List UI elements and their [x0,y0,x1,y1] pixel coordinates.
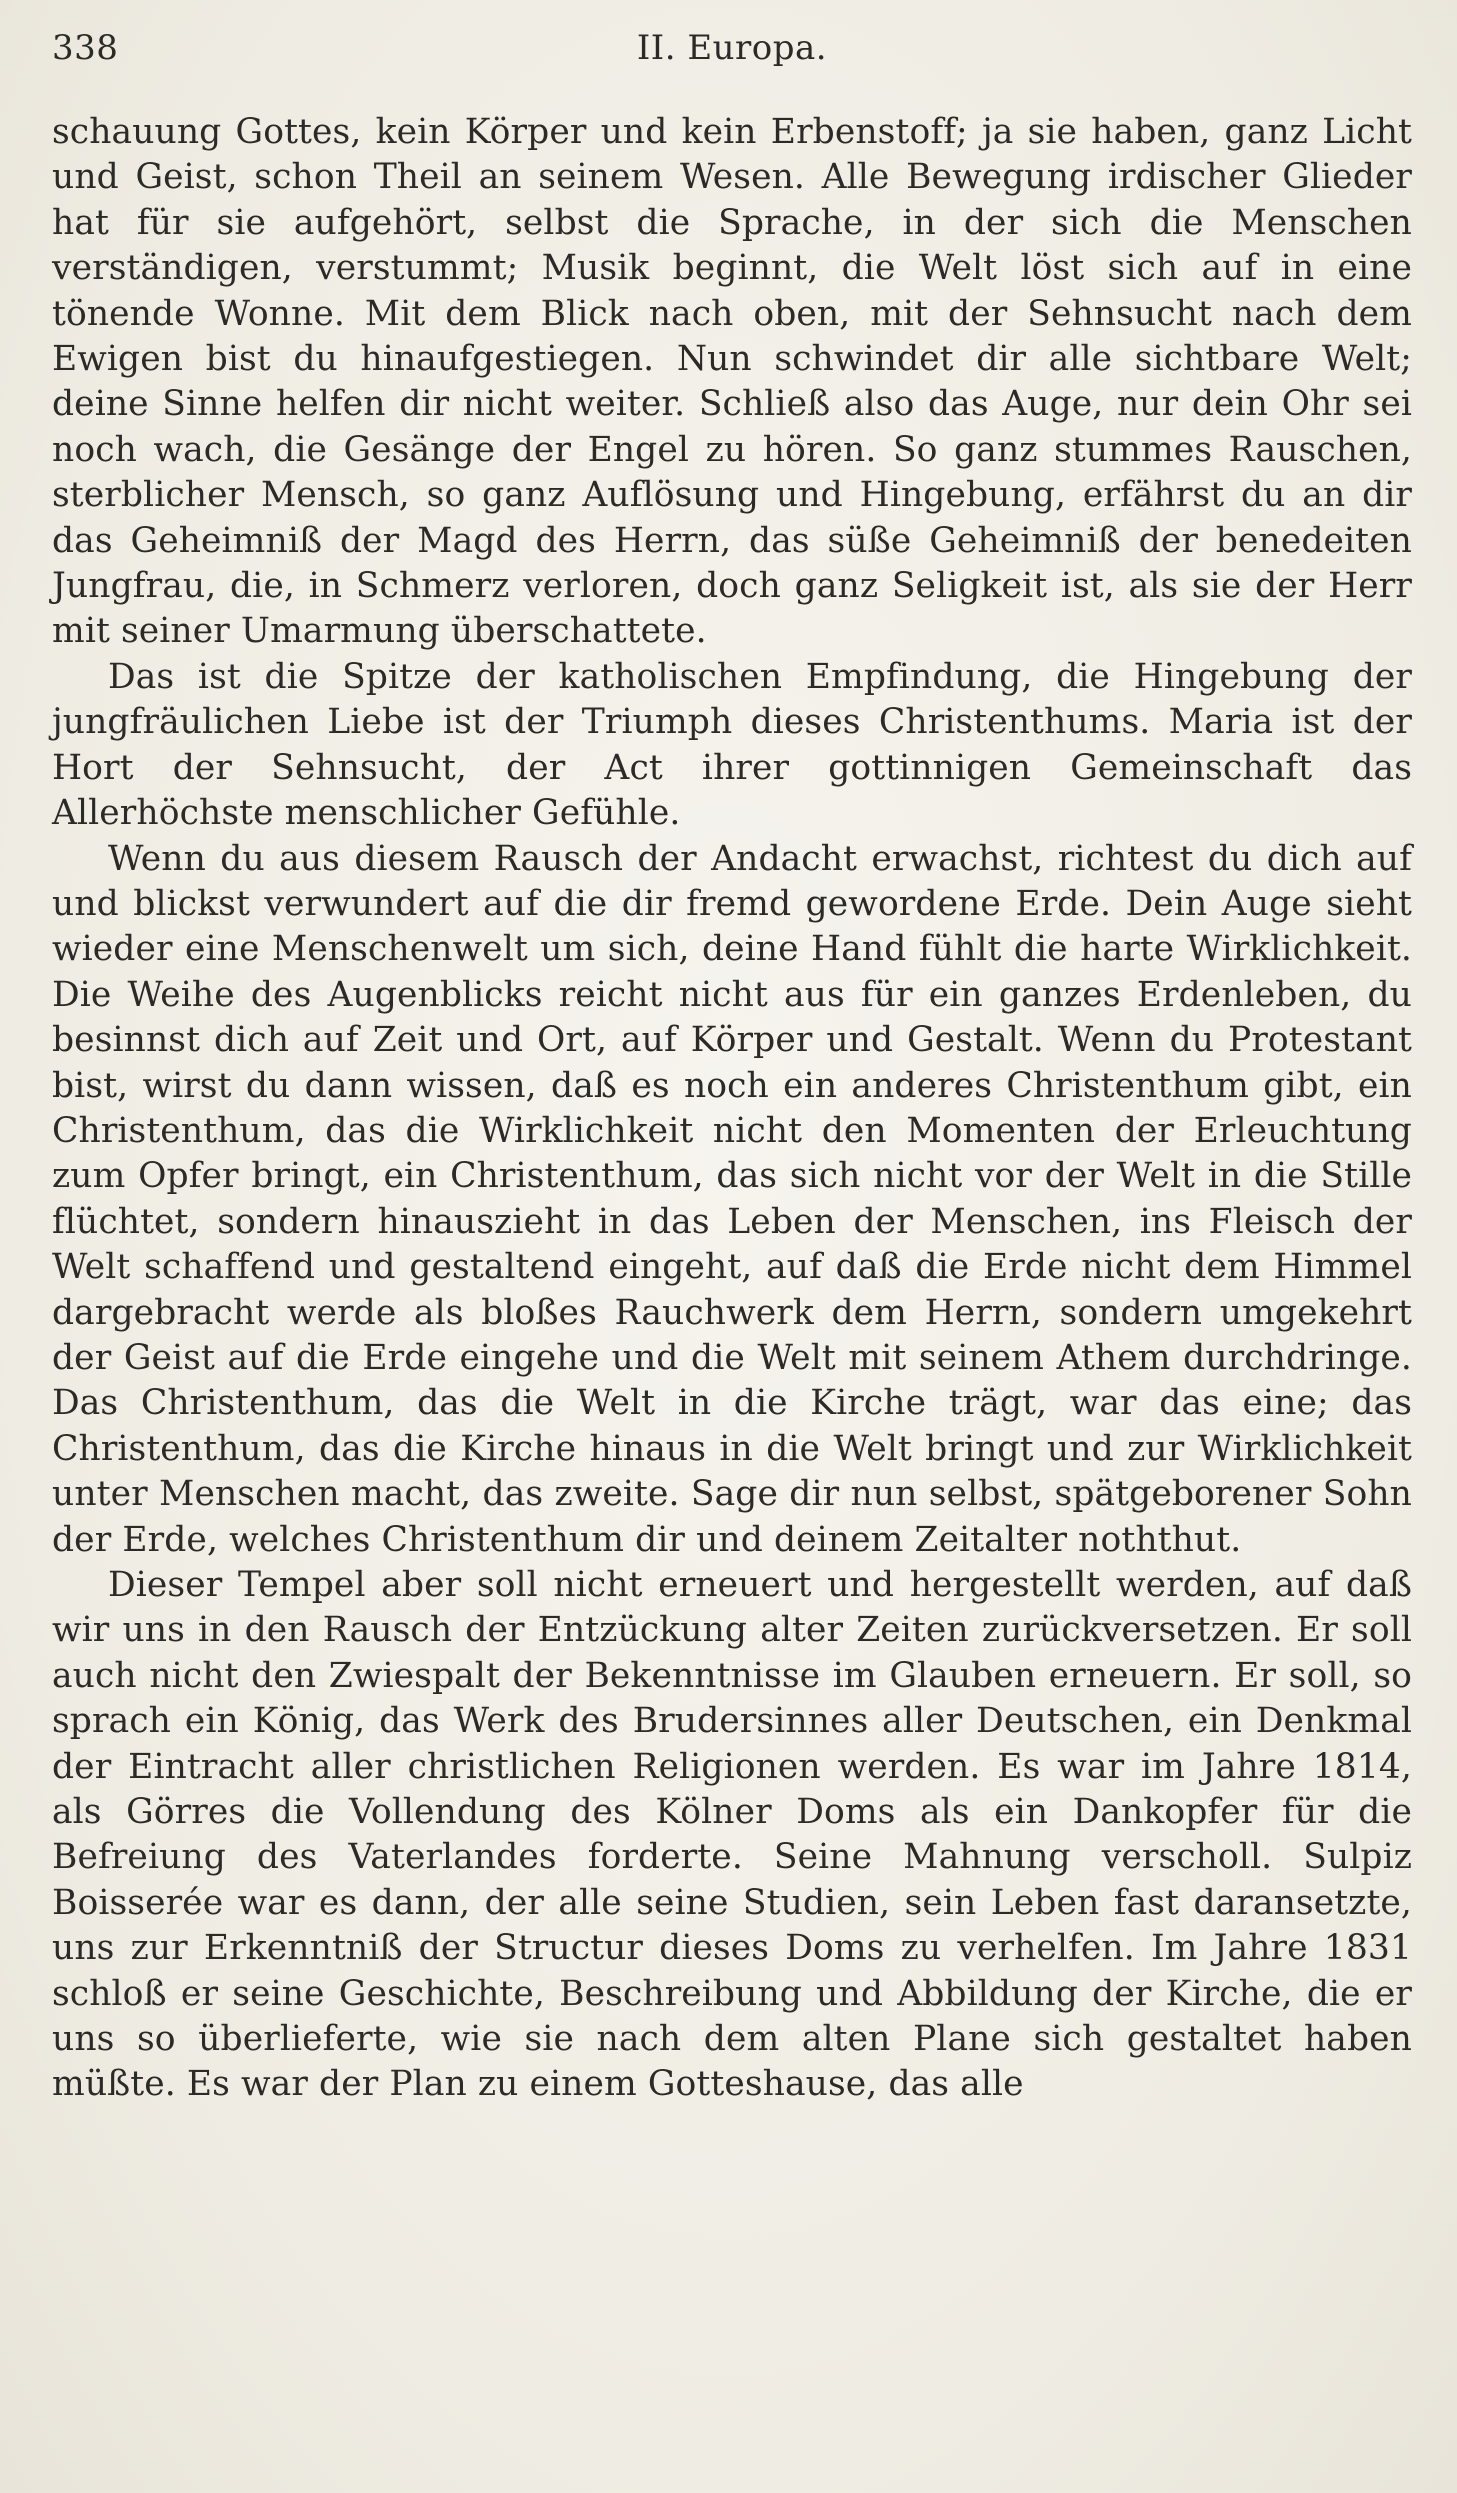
paragraph-3: Wenn du aus diesem Rausch der Andacht erwachst, richtest du dich auf und blickst verwundert auf die dir fremd gewordene Erde. Dein Auge sieht wieder eine Menschenwelt um sich, deine Hand fühlt die harte Wirklichkeit. Die Weihe des Augenblicks reicht nicht aus für ein ganzes Erdenleben, du besinnst dich auf Zeit und Ort, auf Körper und Gestalt. Wenn du Protestant bist, wirst du dann wissen, daß es noch ein anderes Christenthum gibt, ein Christenthum, das die Wirklichkeit nicht den Momenten der Erleuchtung zum Opfer bringt, ein Christenthum, das sich nicht vor der Welt in die Stille flüchtet, sondern hinauszieht in das Leben der Menschen, ins Fleisch der Welt schaffend und gestaltend eingeht, auf daß die Erde nicht dem Himmel dargebracht werde als bloßes Rauchwerk dem Herrn, sondern umgekehrt der Geist auf die Erde eingehe und die Welt mit seinem Athem durchdringe. Das Christenthum, das die Welt in die Kirche trägt, war das eine; das Christenthum, das die Kirche hinaus in die Welt bringt und zur Wirklichkeit unter Menschen macht, das zweite. Sage dir nun selbst, spätgeborener Sohn der Erde, welches Christenthum dir und deinem Zeitalter noththut. [52,838,1412,1560]
body-text [52,110,1412,2108]
running-head: II. Europa. [636,28,828,68]
paragraph-1: schauung Gottes, kein Körper und kein Erbenstoff; ja sie haben, ganz Licht und Geist, schon Theil an seinem Wesen. Alle Bewegung irdischer Glieder hat für sie aufgehört, selbst die Sprache, in der sich die Menschen verständigen, verstummt; Musik beginnt, die Welt löst sich auf in eine tönende Wonne. Mit dem Blick nach oben, mit der Sehnsucht nach dem Ewigen bist du hinaufgestiegen. Nun schwindet dir alle sichtbare Welt; deine Sinne helfen dir nicht weiter. Schließ also das Auge, nur dein Ohr sei noch wach, die Gesänge der Engel zu hören. So ganz stummes Rauschen, sterblicher Mensch, so ganz Auflösung und Hingebung, erfährst du an dir das Geheimniß der Magd des Herrn, das süße Geheimniß der benedeiten Jungfrau, die, in Schmerz verloren, doch ganz Seligkeit ist, als sie der Herr mit seiner Umarmung überschattete. [52,112,1412,652]
page-header [52,28,1412,68]
paragraph-4: Dieser Tempel aber soll nicht erneuert und hergestellt werden, auf daß wir uns in den Rausch der Entzückung alter Zeiten zurückversetzen. Er soll auch nicht den Zwiespalt der Bekenntnisse im Glauben erneuern. Er soll, so sprach ein König, das Werk des Brudersinnes aller Deutschen, ein Denkmal der Eintracht aller christlichen Religionen werden. Es war im Jahre 1814, als Görres die Vollendung des Kölner Doms als ein Dankopfer für die Befreiung des Vaterlandes forderte. Seine Mahnung verscholl. Sulpiz Boisserée war es dann, der alle seine Studien, sein Leben fast daransetzte, uns zur Erkenntniß der Structur dieses Doms zu verhelfen. Im Jahre 1831 schloß er seine Geschichte, Beschreibung und Abbildung der Kirche, die er uns so überlieferte, wie sie nach dem alten Plane sich gestaltet haben müßte. Es war der Plan zu einem Gotteshause, das alle [52,1565,1412,2105]
page-number: 338 [52,28,119,68]
paragraph-2: Das ist die Spitze der katholischen Empfindung, die Hingebung der jungfräulichen Liebe ist der Triumph dieses Christenthums. Maria ist der Hort der Sehnsucht, der Act ihrer gottinnigen Gemeinschaft das Allerhöchste menschlicher Gefühle. [52,656,1412,834]
